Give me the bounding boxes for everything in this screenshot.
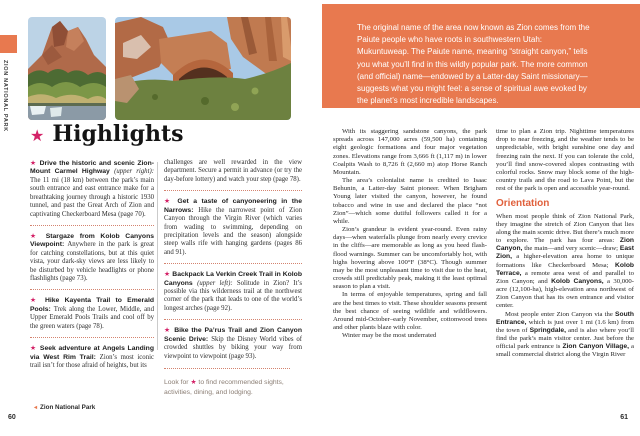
article-column-2 bbox=[496, 128, 634, 360]
paragraph-name-history: The area’s colonialist name is credited to Isaac Behunin, a Latter-day Saint pioneer. When Brigham Young later visited the canyon, however, he found tobacco and wine in use and declared the place “not Zion”—which some dutiful followers called it for a while. bbox=[333, 177, 487, 225]
mountain-stream-illustration bbox=[28, 17, 106, 120]
highlight-item-narrows: ★ Get a taste of canyoneering in the Narrows: Hike the narrowest point of Zion Canyon through the Virgin River (which varies from wading to swimming, depending on precipitation levels and the season) alongside steep walls rife with hanging gardens (pages 86 and 91). bbox=[164, 190, 302, 257]
intro-callout-text: The original name of the area now known as Zion comes from the Paiute people who have roots in southwestern Utah: Mukuntuweap. The Paiute name, meaning “straight canyon,” tells you what you’ll find in this wildly popular park. The more common (and official) name—endowed by a Latter-day Saint missionary—suggests what you might feel: a sense of spiritual awe evoked by the planet’s most incredible landscapes. bbox=[357, 23, 590, 106]
intro-callout-box bbox=[322, 4, 640, 108]
paragraph-seasons-summer: Zion’s grandeur is evident year-round. Even rainy days—when waterfalls plunge from nearly every crevice in the cliffs—are memorable as long as you heed flash-flood warnings. Summer can be uncomfortably hot, with highs hovering above 100°F (38°C). Though summer may be the most unpleasant time to visit due to the heat, crowds still predictably peak, making it the least optimal season to plan a visit. bbox=[333, 226, 487, 291]
paragraph-spring-fall: In terms of enjoyable temperatures, spring and fall are the best times to visit. These shoulder seasons present the best chance of seeing wildlife and wildflowers. Around mid-October–early November, cottonwood trees and other plants blaze with color. bbox=[333, 291, 487, 332]
page-number-right: 61 bbox=[620, 414, 628, 421]
page-number-left: 60 bbox=[8, 414, 16, 421]
orientation-heading: Orientation bbox=[496, 198, 550, 210]
highlight-item-carmel-highway: ★ Drive the historic and scenic Zion-Mount Carmel Highway (upper right): The 11 mi (18 km) between the park’s main south entrance and east entrance make for a breathtaking journey through a historic 1930 tunnel, and past the Great Arch of Zion and captivating Checkerboard Mesa (page 70). bbox=[30, 159, 154, 218]
chapter-footer-label: Zion National Park bbox=[40, 404, 96, 411]
highlights-column-2 bbox=[164, 159, 302, 398]
highlight-item-stargaze: ★ Stargaze from Kolob Canyons Viewpoint: Anywhere in the park is great for catching constellations, but at this quiet vista, your dark-sky views are less likely to be disturbed by vehicle headlights or phone flashlights (page 73). bbox=[30, 225, 154, 284]
highlight-item-angels-landing: ★ Seek adventure at Angels Landing via West Rim Trail: Zion’s most iconic trail isn’t for those afraid of heights, but its bbox=[30, 337, 154, 370]
canyon-arch-illustration bbox=[115, 17, 291, 120]
highlight-item-parus-trail: ★ Bike the Pa’rus Trail and Zion Canyon Scenic Drive: Skip the Disney World vibes of crowded shuttles by biking your way from viewpoint to viewpoint (page 93). bbox=[164, 319, 302, 361]
look-for-note: Look for ★ to find recommended sights, activities, dining, and lodging. bbox=[164, 368, 290, 398]
article-column-1 bbox=[333, 128, 487, 340]
paragraph-winter-start: Winter may be the most underrated bbox=[342, 332, 437, 340]
column-divider bbox=[157, 162, 158, 350]
chapter-footer bbox=[34, 404, 95, 411]
paragraph-south-entrance: Most people enter Zion Canyon via the South Entrance, which is just over 1 mi (1.6 km) from the town of Springdale, and is also where you’ll find the park’s main visitor center. Just before the official park entrance is Zion Canyon Village, a small commercial district along the Virgin River bbox=[496, 310, 634, 359]
paragraph-winter-continued: time to plan a Zion trip. Nighttime temperatures drop to near freezing, and the weather tends to be unpredictable, with bright sunshine one day and freezing rain the next. If you can tolerate the cold, you’ll find snow-covered slopes contrasting with colorful rocks. Snow may block some of the high-country trails and the road to Lava Point, but the rest of the park is open and accessible year-round. bbox=[496, 128, 634, 193]
highlight-item-la-verkin: ★ Backpack La Verkin Creek Trail in Kolob Canyons (upper left): Solitude in Zion? It’s possible via this wilderness trail at the northwest corner of the park that leads to one of the world’s longest arches (page 92). bbox=[164, 263, 302, 313]
highlights-heading bbox=[30, 121, 184, 147]
paragraph-four-areas: When most people think of Zion National Park, they imagine the stretch of Zion Canyon that lies along the main scenic drive. But there’s much more to explore. The park has four areas: Zion Canyon, the main—and very scenic—draw; East Zion, a higher-elevation area home to unique formations like Checkerboard Mesa; Kolob Terrace, a remote area west of and parallel to Zion Canyon; and Kolob Canyons, a 30,000-acre (12,100-ha), high-elevation area northwest of Zion Canyon that has its own entrance and visitor center. bbox=[496, 212, 634, 310]
star-icon: ★ bbox=[30, 126, 45, 145]
chapter-tab-label: ZION NATIONAL PARK bbox=[2, 60, 8, 132]
chapter-arrow-icon: ◂ bbox=[34, 405, 38, 411]
highlight-item-kayenta-trail: ★ Hike Kayenta Trail to Emerald Pools: Trek along the Lower, Middle, and Upper Emerald Pools Trails and cool off by the green waters (page 78). bbox=[30, 289, 154, 331]
photo-canyon-arch bbox=[115, 17, 291, 120]
photo-mountain-stream bbox=[28, 17, 106, 120]
paragraph-park-stats: With its staggering sandstone canyons, the park spreads across 147,000 acres (59,500 ha) containing eight geologic formations and four major vegetation zones. Elevations range from 3,666 ft (1,117 m) in lower Coalpits Wash to 8,726 ft (2,660 m) atop Horse Ranch Mountain. bbox=[333, 128, 487, 176]
highlights-title: Highlights bbox=[52, 121, 184, 147]
highlights-column-1 bbox=[30, 159, 154, 370]
highlight-item-continuation: challenges are well rewarded in the view department. Secure a permit in advance (or try the day-before lottery) and watch your step (page 78). bbox=[164, 159, 302, 183]
chapter-tab-marker bbox=[0, 35, 17, 53]
